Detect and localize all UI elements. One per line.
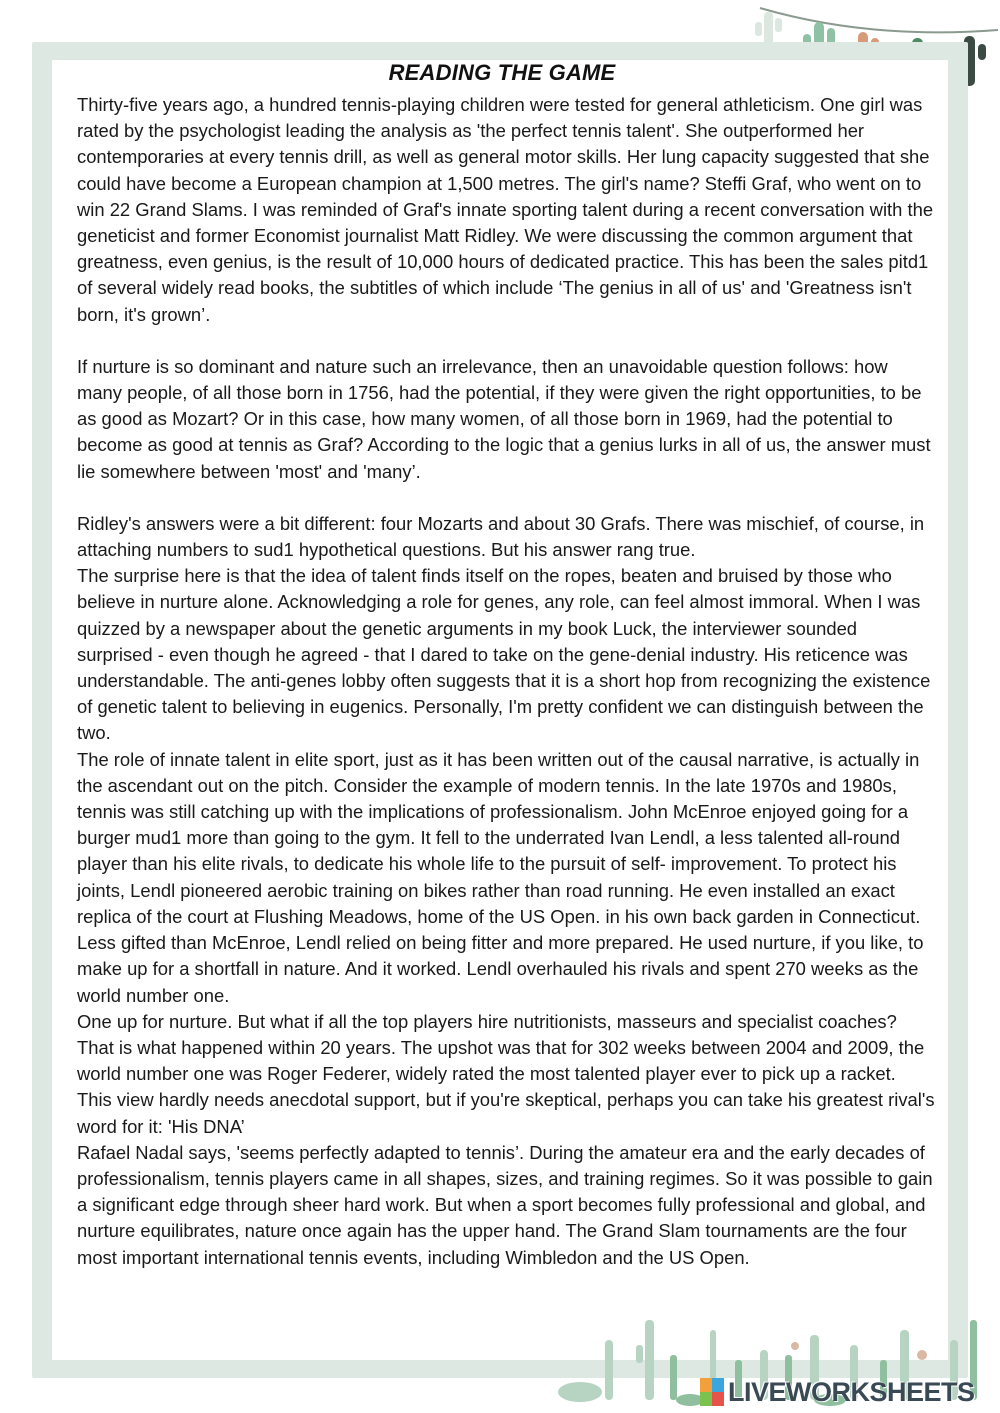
paragraph: If nurture is so dominant and nature such an irrelevance, then an unavoidable question follows: how many people, of all those born in 1756, had the potential, if they were given the right opportunities, to be as good as Mozart? Or in this case, how many women, of all those born in 1969, had the potential to become as good at tennis as Graf? According to the logic that a genius lurks in all of us, the answer must lie somewhere between 'most' and 'many’. [77, 355, 931, 482]
liveworksheets-logo-text: LIVEWORKSHEETS [728, 1376, 975, 1407]
page-title: READING THE GAME [388, 60, 616, 85]
reading-text [77, 92, 935, 1271]
paragraph: Ridley's answers were a bit different: four Mozarts and about 30 Grafs. There was mischief, of course, in attaching numbers to sud1 hypothetical questions. But his answer rang true. [77, 512, 925, 561]
liveworksheets-badge-icon [700, 1378, 724, 1406]
paragraph: The role of innate talent in elite sport, just as it has been written out of the causal narrative, is actually in the ascendant out on the pitch. Consider the example of modern tennis. In the late 1970s and 1980s, tennis was still catching up with the implications of professionalism. John McEnroe enjoyed going for a burger mud1 more than going to the gym. It fell to the underrated Ivan Lendl, a less talented all-round player than his elite rivals, to dedicate his whole life to the pursuit of self- improvement. To protect his joints, Lendl pioneered aerobic training on bikes rather than road running. He even installed an exact replica of the court at Flushing Meadows, home of the US Open. in his own back garden in Connecticut. Less gifted than McEnroe, Lendl relied on being fitter and more prepared. He used nurture, if you like, to make up for a shortfall in nature. And it worked. Lendl overhauled his rivals and spent 270 weeks as the world number one. [77, 748, 924, 1006]
liveworksheets-logo[interactable] [700, 1375, 975, 1409]
paragraph: Rafael Nadal says, 'seems perfectly adapted to tennis’. During the amateur era and the early decades of professionalism, tennis players came in all shapes, sizes, and training regimes. So it was possible to gain a significant edge through sheer hard work. But when a sport becomes fully professional and global, and nurture equilibrates, nature once again has the upper hand. The Grand Slam tournaments are the four most important international tennis events, including Wimbledon and the US Open. [77, 1141, 933, 1268]
paragraph: The surprise here is that the idea of talent finds itself on the ropes, beaten and bruised by those who believe in nurture alone. Acknowledging a role for genes, any role, can feel almost immoral. When I was quizzed by a newspaper about the genetic arguments in my book Luck, the interviewer sounded surprised - even though he agreed - that I dared to take on the gene-denial industry. His reticence was understandable. The anti-genes lobby often suggests that it is a short hop from recognizing the existence of genetic talent to believing in eugenics. Personally, I'm pretty confident we can distinguish between the two. [77, 565, 931, 744]
paragraph: One up for nurture. But what if all the top players hire nutritionists, masseurs and specialist coaches? That is what happened within 20 years. The upshot was that for 302 weeks between 2004 and 2009, the world number one was Roger Federer, widely rated the most talented player ever to pick up a racket. This view hardly needs anecdotal support, but if you're skeptical, perhaps you can take his greatest rival's word for it: 'His DNA’ [77, 1010, 935, 1137]
paragraph: Thirty-five years ago, a hundred tennis-playing children were tested for general athleticism. One girl was rated by the psychologist leading the analysis as 'the perfect tennis talent'. She outperformed her contemporaries at every tennis drill, as well as general motor skills. Her lung capacity suggested that she could have become a European champion at 1,500 metres. The girl's name? Steffi Graf, who went on to win 22 Grand Slams. I was reminded of Graf's innate sporting talent during a recent conversation with the geneticist and former Economist journalist Matt Ridley. We were discussing the common argument that greatness, even genius, is the result of 10,000 hours of dedicated practice. This has been the sales pitd1 of several widely read books, the subtitles of which include ‘The genius in all of us' and 'Greatness isn't born, it's grown’. [77, 94, 934, 325]
